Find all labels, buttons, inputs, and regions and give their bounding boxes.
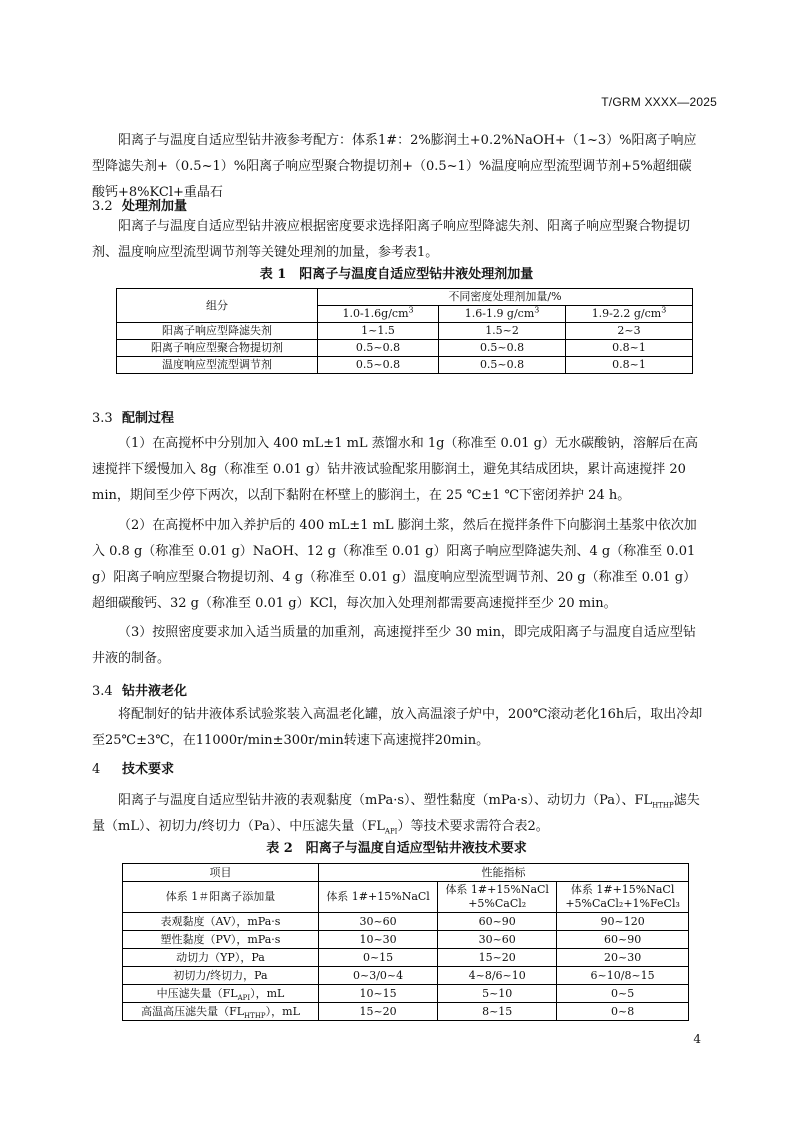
table-cell-value: 30~60 (319, 913, 438, 931)
table-cell-name (123, 967, 319, 985)
table-cell-name (123, 913, 319, 931)
body-text: ）等技术要求需符合表2。 (397, 819, 549, 834)
table-cell-value: 0.5~0.8 (318, 340, 439, 357)
document-code: T/GRM XXXX—2025 (601, 95, 717, 109)
density-label: 1.6-1.9 g/cm (464, 307, 535, 320)
row-name: 中压滤失量（FL (156, 987, 238, 1000)
table-cell-name (123, 949, 319, 967)
table-cell-value: 15~20 (319, 1003, 438, 1021)
system-line-1: 体系 1#+15%NaCl (570, 883, 675, 896)
row-name: 高温高压滤失量（FL (141, 1005, 245, 1018)
table-2-col-item: 项目 (123, 864, 319, 882)
section-3-2-heading (92, 195, 187, 214)
table-2-group-header: 性能指标 (319, 864, 689, 882)
table-cell-value: 1~1.5 (318, 323, 439, 340)
system-line-2: +5%CaCl₂+1%FeCl₃ (565, 897, 680, 910)
table-cell-value: 10~30 (319, 931, 438, 949)
table-row (123, 985, 689, 1003)
superscript: 3 (661, 305, 667, 315)
table-row (123, 931, 689, 949)
table-row (117, 357, 693, 374)
density-label: 1.0-1.6g/cm (342, 307, 409, 320)
table-cell-value: 2~3 (566, 323, 693, 340)
section-3-4-body: 将配制好的钻井液体系试验浆装入高温老化罐，放入高温滚子炉中，200℃滚动老化16h后，取出冷却至25℃±3℃，在11000r/min±300r/min转速下高速搅拌20min。 (92, 707, 703, 748)
table-1-caption: 表 1 阳离子与温度自适应型钻井液处理剂加量 (259, 267, 534, 282)
section-3-2-body: 阳离子与温度自适应型钻井液应根据密度要求选择阳离子响应型降滤失剂、阳离子响应型聚合物提切剂、温度响应型流型调节剂等关键处理剂的加量，参考表1。 (92, 219, 691, 260)
section-title: 技术要求 (122, 762, 175, 777)
table-cell-value: 0~5 (557, 985, 689, 1003)
table-cell-value: 60~90 (438, 913, 557, 931)
section-3-4-heading (92, 680, 187, 699)
table-cell-value: 15~20 (438, 949, 557, 967)
table-2 (122, 863, 689, 1021)
table-2-caption: 表 2 阳离子与温度自适应型钻井液技术要求 (266, 841, 527, 856)
table-1-density-header (318, 306, 439, 323)
table-cell-value: 4~8/6~10 (438, 967, 557, 985)
table-cell-value: 0.5~0.8 (439, 340, 566, 357)
table-cell-name: 阳离子响应型聚合物提切剂 (117, 340, 318, 357)
table-cell-value: 60~90 (557, 931, 689, 949)
subscript: API (237, 994, 251, 1003)
table-cell-name: 温度响应型流型调节剂 (117, 357, 318, 374)
section-number: 3.4 (92, 684, 113, 699)
section-number: 3.2 (92, 199, 113, 214)
table-cell-value: 0.8~1 (566, 340, 693, 357)
table-cell-name (123, 985, 319, 1003)
section-title: 钻井液老化 (122, 684, 188, 699)
table-2-system-header (319, 882, 438, 913)
row-name: 表观黏度（AV），mPa·s (160, 915, 281, 928)
table-cell-value: 0~3/0~4 (319, 967, 438, 985)
table-cell-value: 0~15 (319, 949, 438, 967)
page-number: 4 (693, 1032, 701, 1046)
table-cell-value: 0.8~1 (566, 357, 693, 374)
table-row (123, 1003, 689, 1021)
table-row (117, 323, 693, 340)
density-label: 1.9-2.2 g/cm (591, 307, 662, 320)
table-1-col-group: 组分 (117, 289, 318, 323)
table-cell-value: 30~60 (438, 931, 557, 949)
table-cell-value: 0.5~0.8 (439, 357, 566, 374)
table-cell-name (123, 931, 319, 949)
table-row (123, 967, 689, 985)
section-number: 4 (92, 762, 101, 777)
table-cell-value: 5~10 (438, 985, 557, 1003)
subscript: API (384, 827, 398, 836)
system-line-1: 体系 1#+15%NaCl (326, 890, 430, 903)
table-cell-value: 20~30 (557, 949, 689, 967)
system-line-2: +5%CaCl₂ (468, 897, 527, 910)
table-2-system-header (438, 882, 557, 913)
table-cell-value: 6~10/8~15 (557, 967, 689, 985)
table-2-row-label: 体系 1＃阳离子添加量 (123, 882, 319, 913)
table-1-density-header (566, 306, 693, 323)
superscript: 3 (534, 305, 540, 315)
table-cell-value: 0.5~0.8 (318, 357, 439, 374)
formula-paragraph: 阳离子与温度自适应型钻井液参考配方：体系1#：2%膨润土+0.2%NaOH+（1~3）%阳离子响应型降滤失剂+（0.5~1）%阳离子响应型聚合物提切剂+（0.5~1）%温度响应型流型调节剂+5%超细碳酸钙+8%KCl+重晶石 (92, 133, 697, 200)
row-suffix: ），mL (265, 1005, 300, 1018)
section-3-3-step-1: （1）在高搅杯中分别加入 400 mL±1 mL 蒸馏水和 1g（称准至 0.01 g）无水碳酸钠，溶解后在高速搅拌下缓慢加入 8g（称准至 0.01 g）钻井液试验配浆用膨润土，避免其结成团块，累计高速搅拌 20 min，期间至少停下两次，以刮下黏附在杯壁上的膨润土，在 25 ℃±1 ℃下密闭养护 24 h。 (92, 436, 698, 503)
table-1 (116, 288, 693, 374)
table-row (117, 340, 693, 357)
section-title: 处理剂加量 (122, 199, 188, 214)
table-cell-value: 10~15 (319, 985, 438, 1003)
row-suffix: ），mL (250, 987, 285, 1000)
section-number: 3.3 (92, 411, 113, 426)
section-3-3-step-3: （3）按照密度要求加入适当质量的加重剂，高速搅拌至少 30 min，即完成阳离子与温度自适应型钻井液的制备。 (92, 625, 696, 666)
table-cell-name: 阳离子响应型降滤失剂 (117, 323, 318, 340)
system-line-1: 体系 1#+15%NaCl (445, 883, 549, 896)
table-row (123, 913, 689, 931)
table-cell-value: 1.5~2 (439, 323, 566, 340)
table-cell-value: 90~120 (557, 913, 689, 931)
subscript: HTHP (652, 801, 674, 810)
table-cell-value: 0~8 (557, 1003, 689, 1021)
table-row (123, 949, 689, 967)
table-2-system-header (557, 882, 689, 913)
body-text: 阳离子与温度自适应型钻井液的表观黏度（mPa·s）、塑性黏度（mPa·s）、动切力（Pa）、FL (118, 793, 653, 808)
table-1-group-header: 不同密度处理剂加量/% (318, 289, 693, 306)
section-4-body (92, 788, 704, 840)
section-3-3-heading (92, 407, 174, 426)
row-name: 塑性黏度（PV），mPa·s (160, 933, 281, 946)
table-cell-name (123, 1003, 319, 1021)
subscript: HTHP (244, 1012, 266, 1021)
table-1-density-header (439, 306, 566, 323)
superscript: 3 (408, 305, 414, 315)
row-name: 动切力（YP），Pa (176, 951, 265, 964)
table-cell-value: 8~15 (438, 1003, 557, 1021)
body-text: 滤失量（mL）、初切力/终切力（Pa）、中压滤失量（FL (92, 793, 700, 834)
section-4-heading (92, 758, 174, 777)
section-3-3-step-2: （2）在高搅杯中加入养护后的 400 mL±1 mL 膨润土浆，然后在搅拌条件下向膨润土基浆中依次加入 0.8 g（称准至 0.01 g）NaOH、12 g（称准至 0.01 g）阳离子响应型降滤失剂、4 g（称准至 0.01 g）阳离子响应型聚合物提切剂、4 g（称准至 0.01 g）温度响应型流型调节剂、20 g（称准至 0.01 g）超细碳酸钙、32 g（称准至 0.01 g）KCl，每次加入处理剂都需要高速搅拌至少 20 min。 (92, 518, 697, 611)
section-title: 配制过程 (122, 411, 175, 426)
row-name: 初切力/终切力，Pa (173, 969, 268, 982)
